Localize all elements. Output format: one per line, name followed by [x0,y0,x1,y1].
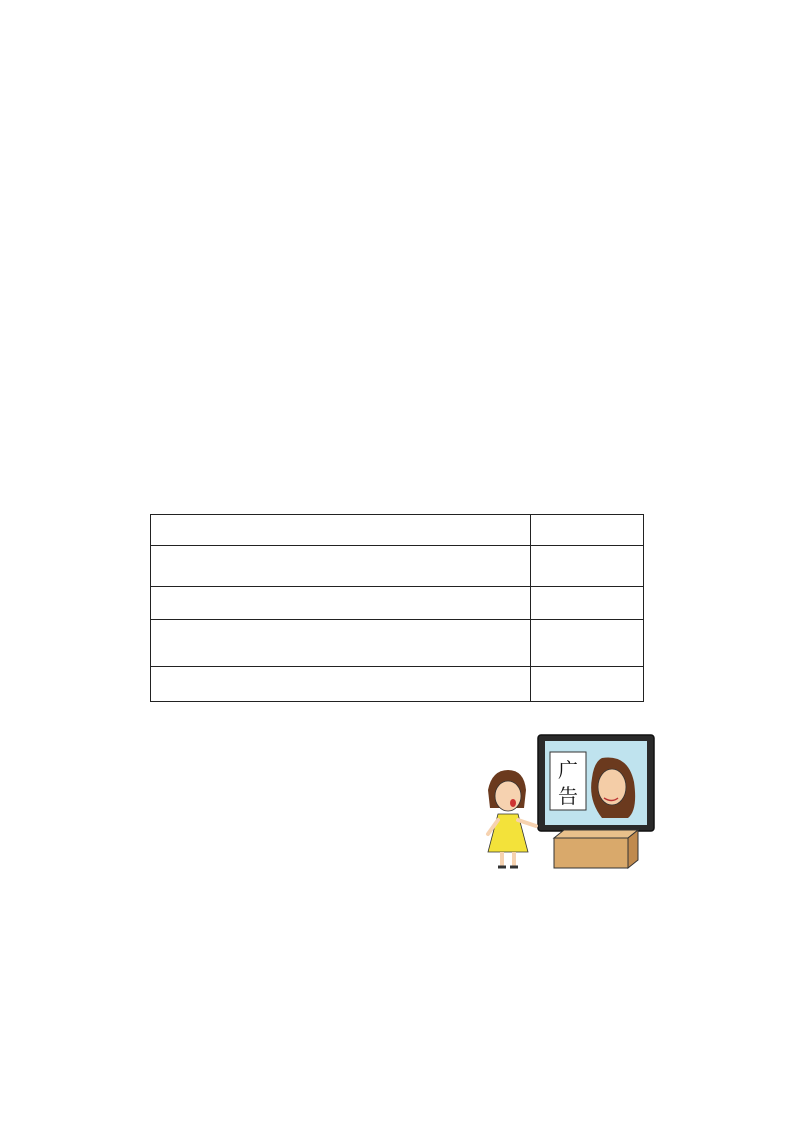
table-cell-case [151,587,531,620]
table-row [151,667,644,702]
table-row [151,587,644,620]
ad-sign-top: 广 [558,758,578,782]
table-header-type [530,515,643,546]
table-cell-case [151,620,531,667]
table-row [151,620,644,667]
table-header-case [151,515,531,546]
table-cell-type [530,587,643,620]
table-cell-type [530,667,643,702]
portrait-rights-cartoon [482,732,657,878]
table-cell-case [151,667,531,702]
ad-sign-bottom: 告 [558,784,578,808]
table-cell-case [151,546,531,587]
table-cell-type [530,620,643,667]
q8-case-table [150,514,644,702]
box [554,838,628,868]
table-cell-type [530,546,643,587]
table-row [151,546,644,587]
